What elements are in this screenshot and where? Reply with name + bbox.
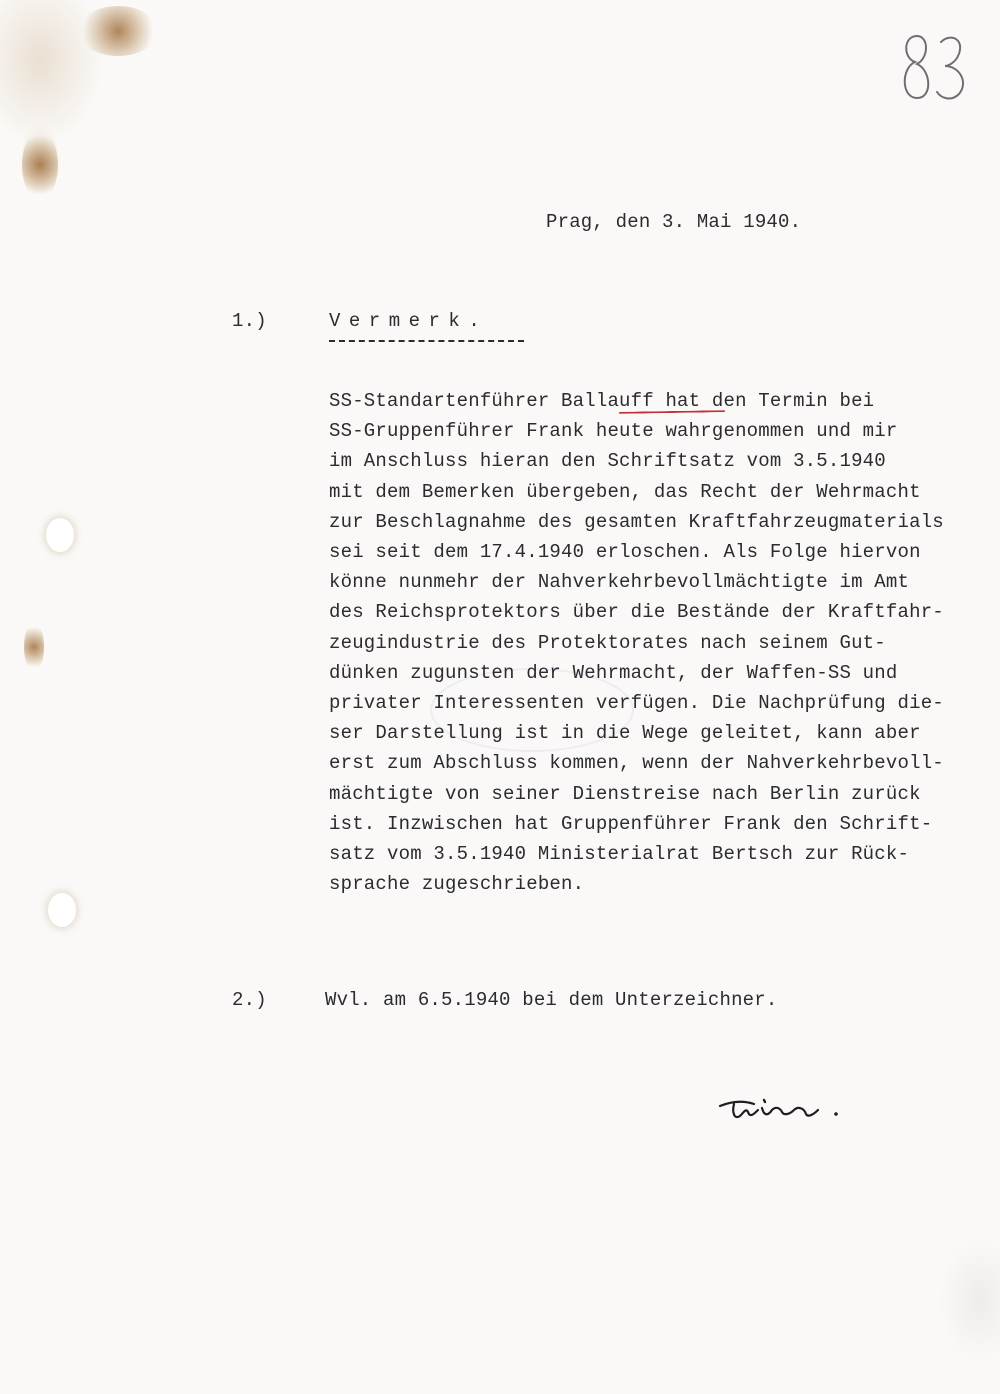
handwritten-signature <box>712 1090 852 1130</box>
rust-stain <box>24 622 44 672</box>
body-line: sprache zugeschrieben. <box>329 873 585 896</box>
rust-stain <box>22 130 58 200</box>
handwritten-folio-number <box>895 28 975 108</box>
punch-hole <box>46 518 74 552</box>
body-line: satz vom 3.5.1940 Ministerialrat Bertsch zur Rück- <box>329 843 910 866</box>
section-number: 1.) <box>232 310 267 332</box>
body-line: SS-Standartenführer Ballauff hat den Termin bei <box>329 390 875 412</box>
rust-stain <box>78 6 158 56</box>
body-line: erst zum Abschluss kommen, wenn der Nahverkehrbevoll- <box>329 752 944 775</box>
date-line: Prag, den 3. Mai 1940. <box>546 211 802 233</box>
body-line: ser Darstellung ist in die Wege geleitet, kann aber <box>329 722 921 745</box>
heading-underline <box>329 340 524 342</box>
body-line: könne nunmehr der Nahverkehrbevollmächtigte im Amt <box>329 571 910 594</box>
body-line: privater Interessenten verfügen. Die Nachprüfung die- <box>329 692 944 715</box>
body-line: ist. Inzwischen hat Gruppenführer Frank den Schrift- <box>329 812 933 835</box>
section-heading: Vermerk. <box>329 310 489 332</box>
body-line: SS-Gruppenführer Frank heute wahrgenommen und mir <box>329 420 898 443</box>
section-number: 2.) <box>232 989 267 1011</box>
resubmission-note: Wvl. am 6.5.1940 bei dem Unterzeichner. <box>325 989 778 1011</box>
body-line: im Anschluss hieran den Schriftsatz vom 3.5.1940 <box>329 450 886 473</box>
body-line: zeugindustrie des Protektorates nach seinem Gut- <box>329 631 886 654</box>
body-line: zur Beschlagnahme des gesamten Kraftfahrzeugmaterials <box>329 510 944 533</box>
body-line: sei seit dem 17.4.1940 erloschen. Als Folge hiervon <box>329 541 921 564</box>
body-line: mächtigte von seiner Dienstreise nach Berlin zurück <box>329 782 921 805</box>
body-line: dünken zugunsten der Wehrmacht, der Waffen-SS und <box>329 661 898 684</box>
punch-hole <box>48 893 76 927</box>
body-line: des Reichsprotektors über die Bestände der Kraftfahr- <box>329 601 944 624</box>
body-line: mit dem Bemerken übergeben, das Recht der Wehrmacht <box>329 480 921 503</box>
section-body <box>329 386 979 899</box>
